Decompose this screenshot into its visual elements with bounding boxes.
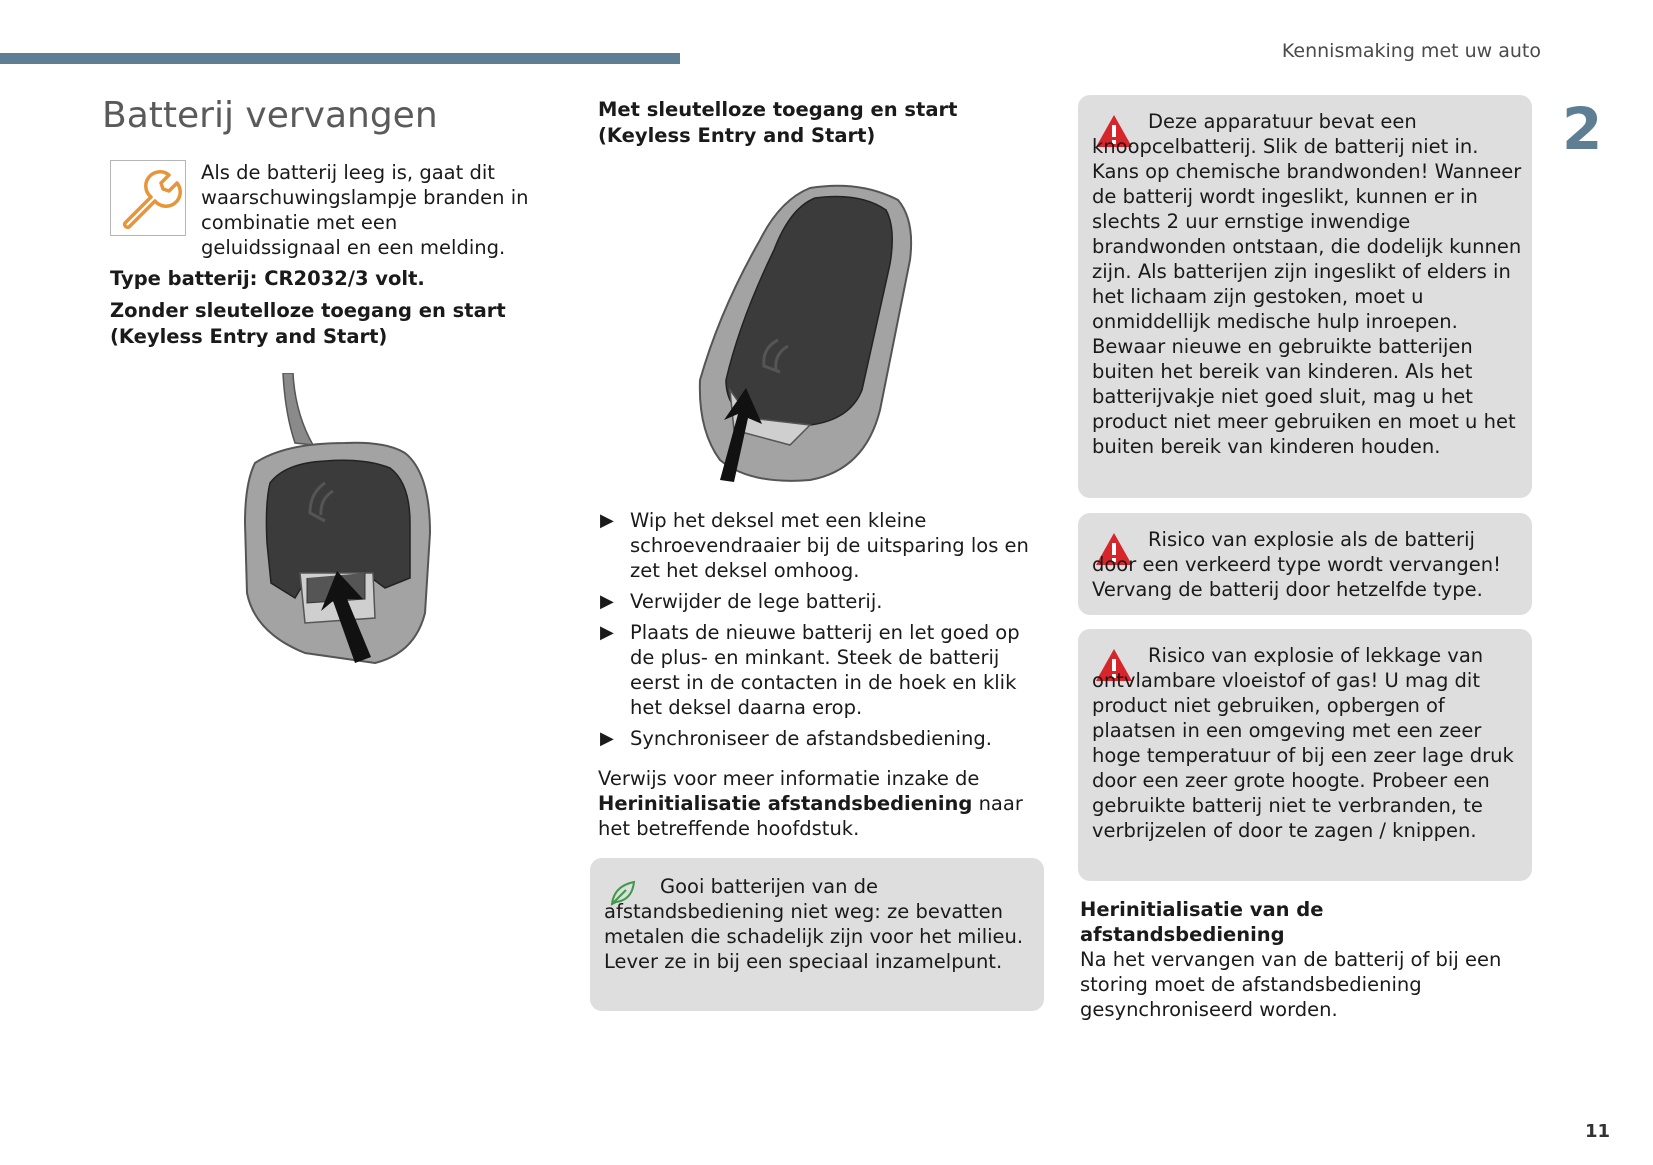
warning-light-text: Als de batterij leeg is, gaat dit waarschuwingslampje branden in combinatie met een geluidssignaal en een melding. xyxy=(201,161,529,259)
wrench-icon xyxy=(110,160,186,236)
reference-note: Verwijs voor meer informatie inzake de Herinitialisatie afstandsbediening naar het betreffende hoofdstuk. xyxy=(598,767,1023,840)
key-fob-illustration-keyless xyxy=(690,180,940,490)
with-keyless-title: Met sleutelloze toegang en start (Keyless Entry and Start) xyxy=(598,98,958,147)
reference-link-text: Herinitialisatie afstandsbediening xyxy=(598,792,973,815)
warning-text: Risico van explosie als de batterij door een verkeerd type wordt vervangen! Vervang de batterij door hetzelfde type. xyxy=(1092,528,1501,601)
play-arrow-icon: ▶ xyxy=(600,622,614,643)
warning-box-swallow xyxy=(1078,95,1532,498)
key-fob-illustration-standard xyxy=(225,373,445,693)
environment-note xyxy=(590,858,1044,1011)
list-item xyxy=(598,620,1048,720)
list-item xyxy=(598,508,1048,583)
reinitialisation-section xyxy=(1080,897,1530,1022)
instruction-steps xyxy=(598,508,1048,757)
column-middle xyxy=(598,97,1048,149)
step-text: Plaats de nieuwe batterij en let goed op de plus- en minkant. Steek de batterij eerst in de contacten in de hoek en klik het deksel daarna erop. xyxy=(630,621,1020,719)
battery-type: Type batterij: CR2032/3 volt. xyxy=(110,267,425,290)
list-item xyxy=(598,589,1048,614)
environment-note-text: Gooi batterijen van de afstandsbediening niet weg: ze bevatten metalen die schadelijk zijn voor het milieu. Lever ze in bij een speciaal inzamelpunt. xyxy=(604,875,1024,973)
page-number: 11 xyxy=(1585,1121,1611,1142)
running-header: Kennismaking met uw auto xyxy=(1281,40,1541,62)
column-left xyxy=(102,95,542,350)
section-title: Batterij vervangen xyxy=(102,95,438,136)
warning-box-wrong-type xyxy=(1078,513,1532,615)
warning-box-explosion xyxy=(1078,629,1532,881)
warning-text: Risico van explosie of lekkage van ontvlambare vloeistof of gas! U mag dit product niet gebruiken, opbergen of plaatsen in een omgeving met een zeer hoge temperatuur of bij een zeer lage druk door een zeer grote hoogte. Probeer een gebruikte batterij niet te verbranden, te verbrijzelen of door te zagen / knippen. xyxy=(1092,644,1514,842)
list-item xyxy=(598,726,1048,751)
step-text: Wip het deksel met een kleine schroevendraaier bij de uitsparing los en zet het deksel omhoog. xyxy=(630,509,1029,582)
chapter-number: 2 xyxy=(1562,95,1603,163)
header-accent-bar xyxy=(0,53,680,64)
reinitialisation-title: Herinitialisatie van de afstandsbediening xyxy=(1080,898,1324,946)
step-text: Synchroniseer de afstandsbediening. xyxy=(630,727,992,750)
play-arrow-icon: ▶ xyxy=(600,591,614,612)
warning-text: Deze apparatuur bevat een knoopcelbatterij. Slik de batterij niet in. Kans op chemische brandwonden! Wanneer de batterij wordt ingeslikt, kunnen er in slechts 2 uur ernstige inwendige brandwonden ontstaan, die dodelijk kunnen zijn. Als batterijen zijn ingeslikt of elders in het lichaam zijn gestoken, moet u onmiddellijk medische hulp inroepen. Bewaar nieuwe en gebruikte batterijen buiten het bereik van kinderen. Als het batterijvakje niet goed sluit, mag u het product niet meer gebruiken en moet u het buiten bereik van kinderen houden. xyxy=(1092,110,1522,458)
without-keyless-title: Zonder sleutelloze toegang en start (Keyless Entry and Start) xyxy=(110,299,506,348)
warning-light-note xyxy=(110,160,542,260)
play-arrow-icon: ▶ xyxy=(600,510,614,531)
reinitialisation-text: Na het vervangen van de batterij of bij een storing moet de afstandsbediening gesynchroniseerd worden. xyxy=(1080,948,1502,1021)
step-text: Verwijder de lege batterij. xyxy=(630,590,883,613)
play-arrow-icon: ▶ xyxy=(600,728,614,749)
